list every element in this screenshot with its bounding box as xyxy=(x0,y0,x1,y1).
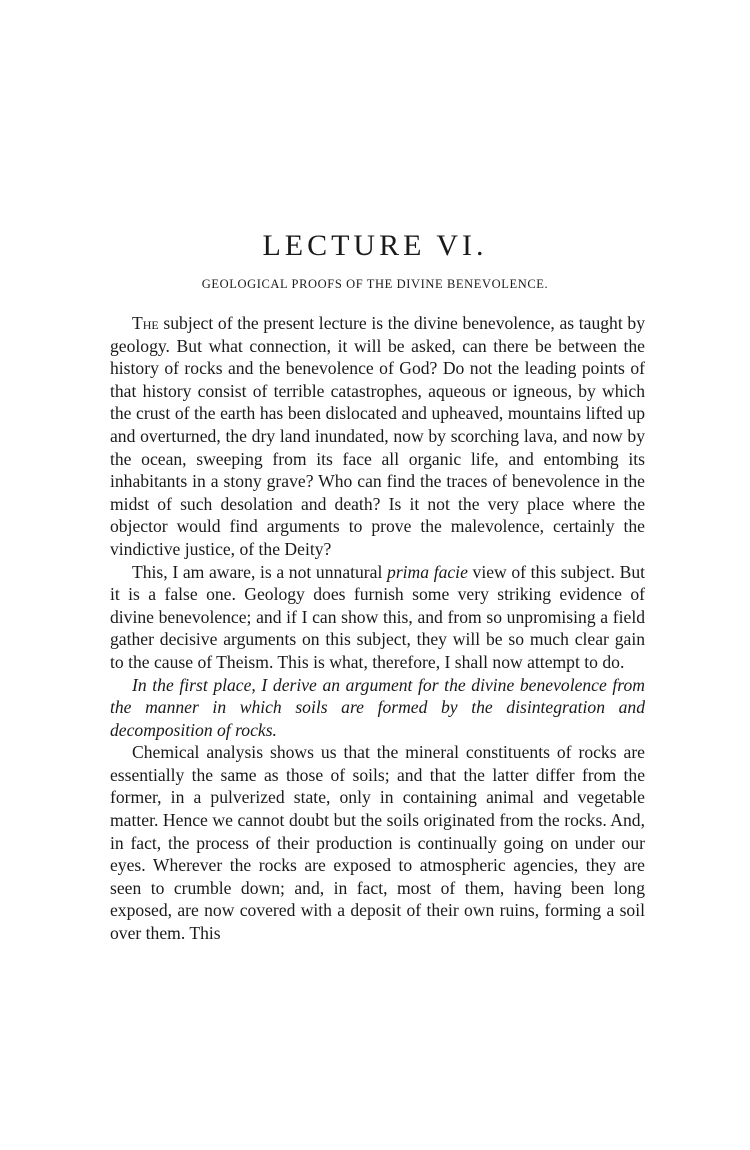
paragraph-1-text: subject of the present lecture is the divine benevolence, as taught by geology. But what connection, it will be asked, can there be between the history of rocks and the benevolence of God? Do not the leading points of that history consist of terrible catastrophes, aqueous or igneous, by which the crust of the earth has been dislocated and upheaved, mountains lifted up and overturned, the dry land inundated, now by scorching lava, and now by the ocean, sweeping from its face all organic life, and entombing its inhabitants in a stony grave? Who can find the traces of benevolence in the midst of such desolation and death? Is it not the very place where the objector would find arguments to prove the malevolence, certainly the vindictive justice, of the Deity? xyxy=(110,313,645,559)
paragraph-2 xyxy=(110,561,645,674)
paragraph-4: Chemical analysis shows us that the mineral constituents of rocks are essentially the same as those of soils; and that the latter differ from the former, in a pulverized state, only in containing animal and vegetable matter. Hence we cannot doubt but the soils originated from the rocks. And, in fact, the process of their production is continually going on under our eyes. Wherever the rocks are exposed to atmospheric agencies, they are seen to crumble down; and, in fact, most of them, having been long exposed, are now covered with a deposit of their own ruins, forming a soil over them. This xyxy=(110,742,645,944)
drop-lead-word: The xyxy=(132,313,159,333)
paragraph-2-text-after: view of this subject. But it is a false one. Geology does furnish some very striking evidence of divine benevolence; and if I can show this, and from so unpromising a field gather decisive arguments on this subject, they will be so much clear gain to the cause of Theism. This is what, therefore, I shall now attempt to do. xyxy=(110,561,646,672)
paragraph-3: In the first place, I derive an argument for the divine benevolence from the manner in which soils are formed by the disintegration and decomposition of rocks. xyxy=(110,674,645,740)
paragraph-1 xyxy=(110,312,645,561)
lecture-subtitle: GEOLOGICAL PROOFS OF THE DIVINE BENEVOLENCE. xyxy=(201,277,549,291)
paragraph-2-text-before: This, I am aware, is a not unnatural xyxy=(132,561,388,582)
paragraph-2-italic-phrase: prima facie xyxy=(387,561,468,582)
lecture-title: LECTURE VI. xyxy=(262,229,488,262)
body-text xyxy=(110,312,645,945)
